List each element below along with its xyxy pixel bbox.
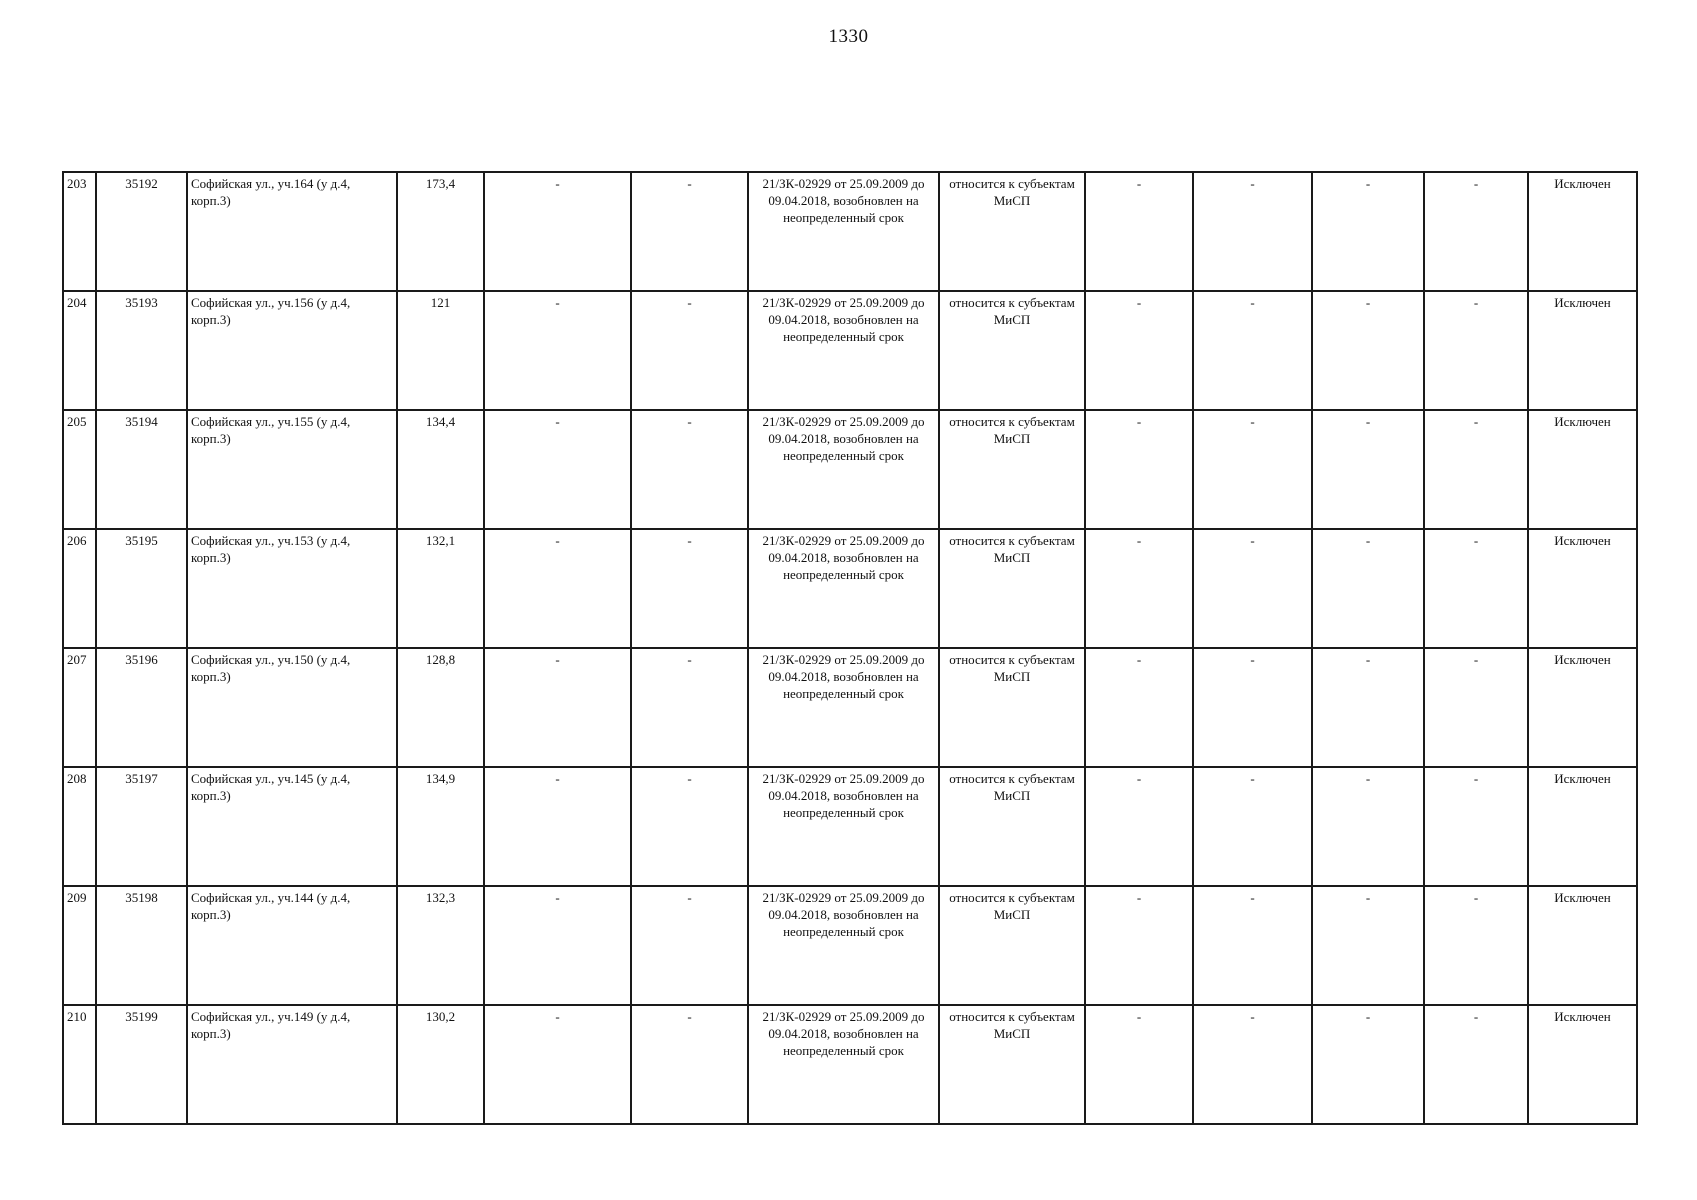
table-row [63, 172, 1637, 291]
status: Исключен [1528, 648, 1637, 767]
object-address: Софийская ул., уч.164 (у д.4, корп.3) [187, 172, 397, 291]
tenant-category: относится к субъектам МиСП [939, 410, 1085, 529]
cell-col11: - [1312, 767, 1424, 886]
cell-col12: - [1424, 529, 1528, 648]
contract-info: 21/ЗК-02929 от 25.09.2009 до 09.04.2018, возобновлен на неопределенный срок [748, 886, 939, 1005]
cell-col11: - [1312, 648, 1424, 767]
registry-table-body [63, 172, 1637, 1124]
object-code: 35195 [96, 529, 187, 648]
cell-col6: - [631, 529, 748, 648]
cell-col9: - [1085, 529, 1193, 648]
cell-col9: - [1085, 172, 1193, 291]
tenant-category: относится к субъектам МиСП [939, 291, 1085, 410]
object-area: 132,1 [397, 529, 484, 648]
cell-col9: - [1085, 767, 1193, 886]
object-address: Софийская ул., уч.149 (у д.4, корп.3) [187, 1005, 397, 1124]
row-number: 204 [63, 291, 96, 410]
table-row [63, 410, 1637, 529]
cell-col6: - [631, 291, 748, 410]
object-code: 35196 [96, 648, 187, 767]
cell-col11: - [1312, 291, 1424, 410]
object-area: 121 [397, 291, 484, 410]
contract-info: 21/ЗК-02929 от 25.09.2009 до 09.04.2018, возобновлен на неопределенный срок [748, 291, 939, 410]
tenant-category: относится к субъектам МиСП [939, 767, 1085, 886]
cell-col5: - [484, 291, 631, 410]
object-code: 35198 [96, 886, 187, 1005]
status: Исключен [1528, 291, 1637, 410]
cell-col9: - [1085, 886, 1193, 1005]
cell-col12: - [1424, 1005, 1528, 1124]
cell-col12: - [1424, 410, 1528, 529]
object-code: 35197 [96, 767, 187, 886]
contract-info: 21/ЗК-02929 от 25.09.2009 до 09.04.2018, возобновлен на неопределенный срок [748, 1005, 939, 1124]
row-number: 210 [63, 1005, 96, 1124]
status: Исключен [1528, 410, 1637, 529]
cell-col10: - [1193, 291, 1312, 410]
cell-col5: - [484, 1005, 631, 1124]
cell-col12: - [1424, 172, 1528, 291]
cell-col9: - [1085, 291, 1193, 410]
cell-col10: - [1193, 410, 1312, 529]
table-row [63, 1005, 1637, 1124]
contract-info: 21/ЗК-02929 от 25.09.2009 до 09.04.2018, возобновлен на неопределенный срок [748, 410, 939, 529]
object-area: 173,4 [397, 172, 484, 291]
object-address: Софийская ул., уч.150 (у д.4, корп.3) [187, 648, 397, 767]
object-code: 35192 [96, 172, 187, 291]
row-number: 208 [63, 767, 96, 886]
cell-col11: - [1312, 172, 1424, 291]
cell-col10: - [1193, 886, 1312, 1005]
row-number: 207 [63, 648, 96, 767]
cell-col5: - [484, 410, 631, 529]
cell-col12: - [1424, 648, 1528, 767]
cell-col10: - [1193, 648, 1312, 767]
row-number: 203 [63, 172, 96, 291]
table-row [63, 648, 1637, 767]
status: Исключен [1528, 1005, 1637, 1124]
cell-col11: - [1312, 1005, 1424, 1124]
contract-info: 21/ЗК-02929 от 25.09.2009 до 09.04.2018, возобновлен на неопределенный срок [748, 648, 939, 767]
cell-col6: - [631, 767, 748, 886]
status: Исключен [1528, 886, 1637, 1005]
contract-info: 21/ЗК-02929 от 25.09.2009 до 09.04.2018, возобновлен на неопределенный срок [748, 529, 939, 648]
object-address: Софийская ул., уч.155 (у д.4, корп.3) [187, 410, 397, 529]
status: Исключен [1528, 767, 1637, 886]
cell-col11: - [1312, 529, 1424, 648]
object-code: 35194 [96, 410, 187, 529]
object-address: Софийская ул., уч.153 (у д.4, корп.3) [187, 529, 397, 648]
contract-info: 21/ЗК-02929 от 25.09.2009 до 09.04.2018, возобновлен на неопределенный срок [748, 767, 939, 886]
object-address: Софийская ул., уч.144 (у д.4, корп.3) [187, 886, 397, 1005]
tenant-category: относится к субъектам МиСП [939, 1005, 1085, 1124]
cell-col12: - [1424, 291, 1528, 410]
cell-col10: - [1193, 1005, 1312, 1124]
cell-col9: - [1085, 410, 1193, 529]
cell-col9: - [1085, 1005, 1193, 1124]
cell-col11: - [1312, 886, 1424, 1005]
status: Исключен [1528, 172, 1637, 291]
tenant-category: относится к субъектам МиСП [939, 529, 1085, 648]
cell-col9: - [1085, 648, 1193, 767]
table-row [63, 291, 1637, 410]
cell-col12: - [1424, 767, 1528, 886]
cell-col5: - [484, 648, 631, 767]
table-row [63, 767, 1637, 886]
cell-col6: - [631, 172, 748, 291]
cell-col5: - [484, 172, 631, 291]
row-number: 205 [63, 410, 96, 529]
tenant-category: относится к субъектам МиСП [939, 172, 1085, 291]
cell-col6: - [631, 648, 748, 767]
object-area: 130,2 [397, 1005, 484, 1124]
row-number: 209 [63, 886, 96, 1005]
row-number: 206 [63, 529, 96, 648]
cell-col5: - [484, 767, 631, 886]
table-row [63, 886, 1637, 1005]
cell-col5: - [484, 886, 631, 1005]
cell-col12: - [1424, 886, 1528, 1005]
cell-col10: - [1193, 767, 1312, 886]
tenant-category: относится к субъектам МиСП [939, 886, 1085, 1005]
cell-col10: - [1193, 172, 1312, 291]
tenant-category: относится к субъектам МиСП [939, 648, 1085, 767]
object-area: 132,3 [397, 886, 484, 1005]
status: Исключен [1528, 529, 1637, 648]
cell-col6: - [631, 886, 748, 1005]
object-code: 35193 [96, 291, 187, 410]
table-row [63, 529, 1637, 648]
cell-col6: - [631, 410, 748, 529]
object-address: Софийская ул., уч.145 (у д.4, корп.3) [187, 767, 397, 886]
page-number: 1330 [828, 26, 869, 47]
cell-col10: - [1193, 529, 1312, 648]
cell-col5: - [484, 529, 631, 648]
object-address: Софийская ул., уч.156 (у д.4, корп.3) [187, 291, 397, 410]
cell-col6: - [631, 1005, 748, 1124]
cell-col11: - [1312, 410, 1424, 529]
object-area: 128,8 [397, 648, 484, 767]
registry-table [62, 171, 1638, 1125]
contract-info: 21/ЗК-02929 от 25.09.2009 до 09.04.2018, возобновлен на неопределенный срок [748, 172, 939, 291]
object-area: 134,9 [397, 767, 484, 886]
object-code: 35199 [96, 1005, 187, 1124]
object-area: 134,4 [397, 410, 484, 529]
